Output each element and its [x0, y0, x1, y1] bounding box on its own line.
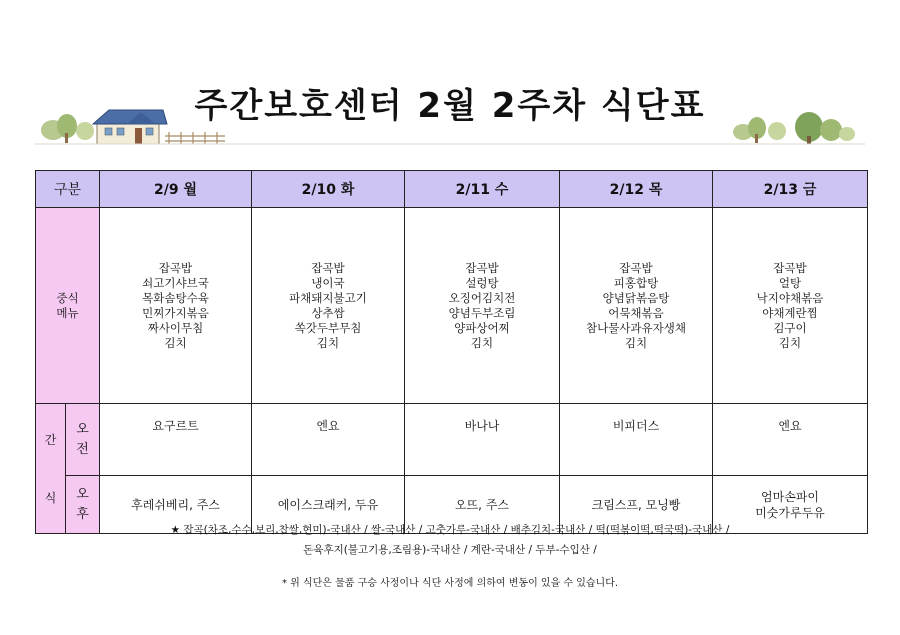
- snack-pm-thu: 크림스프, 모닝빵: [560, 476, 713, 534]
- dish-item: 잡곡밥: [773, 260, 807, 275]
- origin-line: ★ 잡곡(차조,수수,보리,찹쌀,현미)-국내산 / 쌀-국내산 / 고춧가루-국내산 / 배추김치-국내산 / 떡(떡볶이떡,떡국떡)-국내산 /: [170, 524, 730, 536]
- dish-item: 파채돼지불고기: [289, 290, 367, 305]
- day-header: 2/12 목: [560, 171, 713, 208]
- dish-item: 야채계란찜: [762, 305, 818, 320]
- dish-item: 김치: [164, 335, 187, 350]
- dish-item: 낙지야채볶음: [756, 290, 824, 305]
- table-header-row: [36, 171, 868, 208]
- dish-item: 김치: [316, 335, 340, 350]
- lunch-label: 중식 메뉴: [36, 208, 100, 404]
- dish-item: 잡곡밥: [158, 260, 193, 275]
- house-icon: [93, 110, 167, 144]
- origin-footnote: [0, 520, 900, 560]
- lunch-cell-fri: [713, 208, 868, 404]
- dish-item: 김구이: [773, 320, 807, 335]
- dish-item: 짜사이무침: [147, 320, 204, 335]
- snack-pm-wed: 오뜨, 주스: [405, 476, 560, 534]
- day-header: 2/13 금: [713, 171, 868, 208]
- day-header: 2/11 수: [405, 171, 560, 208]
- snack-am-mon: 요구르트: [100, 404, 252, 476]
- house-landscape-illustration: [35, 100, 865, 150]
- dish-item: 양념두부조림: [448, 305, 516, 320]
- origin-line: 돈육후지(불고기용,조림용)-국내산 / 계란-국내산 / 두부-수입산 /: [303, 544, 597, 556]
- day-header: 2/9 월: [100, 171, 252, 208]
- change-notice: * 위 식단은 물품 구승 사정이나 식단 사정에 의하여 변동이 있을 수 있습니다.: [281, 578, 619, 589]
- dish-item: 김치: [624, 335, 648, 350]
- dish-item: 피홍합탕: [613, 275, 659, 290]
- dish-item: 오징어김치전: [448, 290, 516, 305]
- dish-item: 잡곡밥: [619, 260, 653, 275]
- dish-item: 민찌가지볶음: [142, 305, 209, 320]
- snack-pm-mon: 후레쉬베리, 주스: [100, 476, 252, 534]
- snack-pm-fri: 엄마손파이 미숫가루두유: [713, 476, 868, 534]
- dish-item: 설렁탕: [465, 275, 499, 290]
- day-header: 2/10 화: [252, 171, 405, 208]
- snack-am-row: [36, 404, 868, 476]
- dish-item: 목화솜탕수육: [142, 290, 209, 305]
- lunch-cell-wed: [405, 208, 560, 404]
- snack-am-thu: 비피더스: [560, 404, 713, 476]
- am-label: 오 전: [66, 404, 100, 476]
- tree-left-group: [41, 114, 94, 143]
- dish-item: 김치: [470, 335, 494, 350]
- snack-am-wed: 바나나: [405, 404, 560, 476]
- dish-item: 양념닭볶음탕: [602, 290, 670, 305]
- tree-right-group: [733, 112, 855, 144]
- dish-item: 양파상어찌: [454, 320, 510, 335]
- lunch-cell-tue: [252, 208, 405, 404]
- dish-item: 김치: [778, 335, 802, 350]
- dish-item: 어묵채볶음: [608, 305, 664, 320]
- dish-item: 냉이국: [311, 275, 345, 290]
- lunch-menu-row: [36, 208, 868, 404]
- pm-label: 오 후: [66, 476, 100, 534]
- snack-am-fri: 엔요: [713, 404, 868, 476]
- dish-item: 얼탕: [778, 275, 802, 290]
- snack-am-tue: 엔요: [252, 404, 405, 476]
- dish-item: 상추쌈: [311, 305, 345, 320]
- meal-plan-table: [35, 170, 868, 534]
- snack-pm-tue: 에이스크래커, 두유: [252, 476, 405, 534]
- page-title: 주간보호센터 2월 2주차 식단표: [194, 86, 706, 126]
- gubun-header: 구분: [36, 171, 100, 208]
- snack-label: 간 식: [36, 404, 66, 534]
- dish-item: 잡곡밥: [465, 260, 499, 275]
- lunch-cell-thu: [560, 208, 713, 404]
- dish-item: 쇠고기샤브국: [142, 275, 209, 290]
- dish-item: 쏙갓두부무침: [294, 320, 362, 335]
- lunch-cell-mon: [100, 208, 252, 404]
- dish-item: 잡곡밥: [311, 260, 345, 275]
- dish-item: 참나물사과유자생채: [586, 320, 686, 335]
